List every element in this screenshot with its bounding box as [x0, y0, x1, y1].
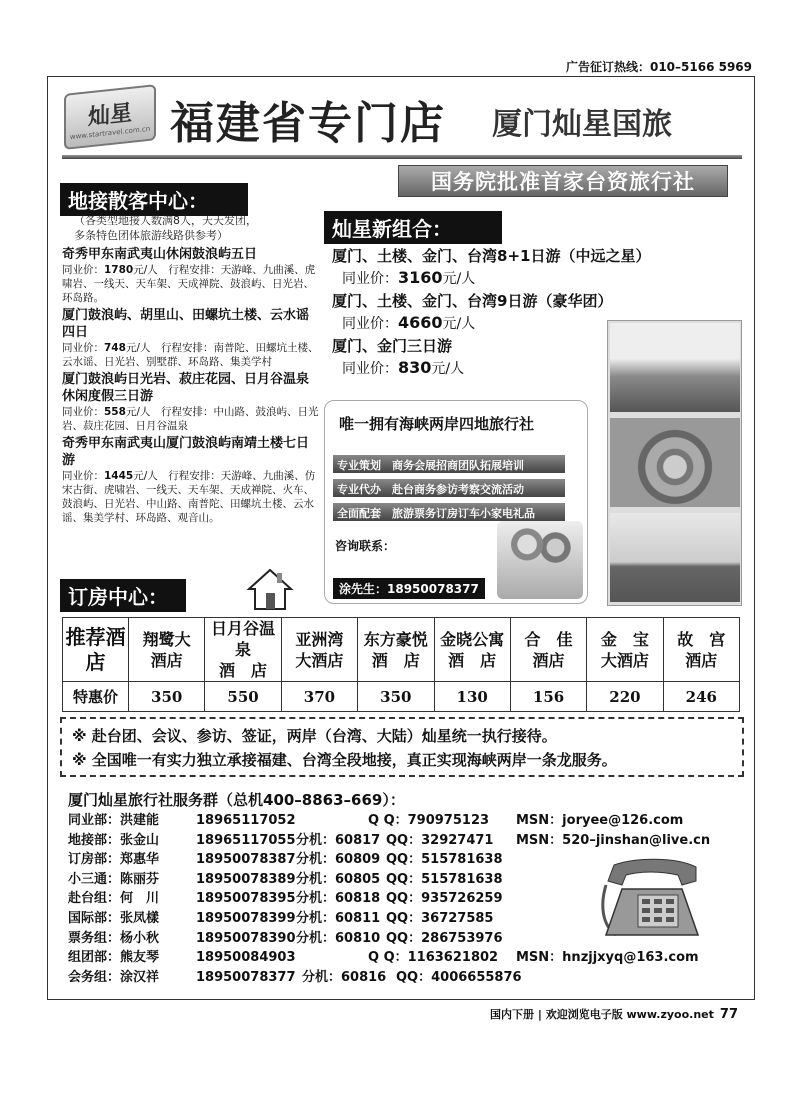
hotel-name: 金 宝 大酒店: [587, 618, 663, 682]
hotel-price: 550: [205, 682, 281, 712]
ad-hotline: 广告征订热线：010–5166 5969: [565, 60, 752, 74]
tour-item: [62, 307, 320, 369]
recommend-label: 推荐酒店: [63, 618, 129, 682]
hotel-price: 350: [129, 682, 205, 712]
tour-name: 厦门鼓浪屿日光岩、菽庄花园、日月谷温泉休闲度假三日游: [62, 372, 310, 404]
hotel-table: [62, 617, 740, 712]
header: [48, 77, 754, 157]
hotel-name-row: [63, 618, 740, 682]
scenery-photos: [607, 320, 742, 606]
ad-frame: [47, 76, 755, 1000]
landscape-photo: [610, 513, 740, 602]
logo-text: 灿星: [87, 99, 132, 130]
agency-box: [324, 400, 588, 604]
logo-url: www.startravel.com.cn: [69, 124, 151, 141]
page-footer: [490, 1006, 738, 1022]
service-group-title: 厦门灿星旅行社服务群（总机400–8863–669）：: [68, 791, 405, 809]
new-combo-heading: 灿星新组合：: [324, 211, 502, 244]
tour-item: [62, 435, 320, 525]
combo-name: 厦门、金门三日游: [332, 337, 453, 355]
notice-line: ※ 赴台团、会议、参访、签证，两岸（台湾、大陆）灿星统一执行接待。: [72, 727, 557, 745]
hotel-price: 350: [358, 682, 434, 712]
hotel-price: 370: [281, 682, 357, 712]
staff-row: 小三通：陈丽芬 18950078389 分机：60805 QQ：515781638: [68, 871, 503, 887]
hotel-price: 130: [434, 682, 510, 712]
people-photo: [497, 521, 583, 599]
tour-detail: 同业价：1780元/人 行程安排：天游峰、九曲溪、虎啸岩、一线天、天车架、天成禅院、鼓浪屿、日光岩、环岛路。: [62, 264, 316, 304]
tour-detail: 同业价：748元/人 行程安排：南普陀、田螺坑土楼、云水谣、日光岩、别墅群、环岛路、集美学村: [62, 342, 319, 368]
hotel-name: 东方豪悦 酒 店: [358, 618, 434, 682]
hotel-name: 翔鹭大 酒店: [129, 618, 205, 682]
tour-item: [62, 246, 320, 305]
hotel-name: 亚洲湾 大酒店: [281, 618, 357, 682]
ground-note: （各类型地接人数满8人，天天发团， 多条特色团体旅游线路供参考）: [74, 214, 257, 242]
notice-line: ※ 全国唯一有实力独立承接福建、台湾全段地接，真正实现海峡两岸一条龙服务。: [72, 751, 617, 769]
hotel-price: 220: [587, 682, 663, 712]
agency-title: 唯一拥有海峡两岸四地旅行社: [339, 415, 535, 433]
company-logo: [64, 84, 156, 150]
approval-banner: 国务院批准首家台资旅行社: [398, 165, 728, 197]
consult-label: 咨询联系：: [335, 539, 396, 553]
service-tag: 全面配套 旅游票务订房订车小家电礼品: [333, 503, 565, 521]
service-tag: 专业策划 商务会展招商团队拓展培训: [333, 455, 565, 473]
header-divider: [62, 155, 742, 159]
staff-row: 票务组：杨小秋 18950078390 分机：60810 QQ：286753976: [68, 930, 503, 946]
contact-phone: 涂先生：18950078377: [333, 578, 485, 599]
combo-name: 厦门、土楼、金门、台湾8+1日游（中远之星）: [332, 247, 651, 265]
special-price-label: 特惠价: [63, 682, 129, 712]
staff-row: 同业部：洪建能 18965117052 Q Q：790975123 MSN：joryee@126.com: [68, 813, 684, 828]
tour-name: 奇秀甲东南武夷山厦门鼓浪屿南靖土楼七日游: [62, 436, 310, 468]
combo-price: 同业价：3160元/人: [342, 268, 476, 287]
hotel-name: 合 佳 酒店: [510, 618, 586, 682]
tulou-photo: [610, 418, 740, 507]
hotel-name: 日月谷温泉 酒 店: [205, 618, 281, 682]
hotel-name: 金晓公寓 酒 店: [434, 618, 510, 682]
page-title: 福建省专门店: [170, 98, 446, 149]
staff-row: 组团部：熊友琴 18950084903 Q Q：1163621802 MSN：hnzjjxyq@163.com: [68, 950, 699, 966]
footer-text: 国内下册 | 欢迎浏览电子版 www.zyoo.net: [490, 1008, 714, 1021]
notice-box: [60, 717, 744, 777]
staff-row: 地接部：张金山 18965117055 分机：60817 QQ：32927471 MSN：520–jinshan@live.cn: [68, 832, 711, 848]
combo-name: 厦门、土楼、金门、台湾9日游（豪华团）: [332, 292, 613, 310]
mountain-photo: [610, 323, 740, 412]
staff-row: 会务组：涂汉祥 18950078377 分机：60816 QQ：4006655876: [68, 969, 522, 985]
page-number: 77: [719, 1007, 738, 1022]
hotel-price-row: [63, 682, 740, 712]
room-center-heading: 订房中心：: [60, 579, 186, 612]
hotel-price: 156: [510, 682, 586, 712]
tour-item: [62, 371, 320, 433]
company-name: 厦门灿星国旅: [492, 107, 672, 142]
tour-name: 厦门鼓浪屿、胡里山、田螺坑土楼、云水谣四日: [62, 308, 310, 340]
combo-price: 同业价：4660元/人: [342, 313, 476, 332]
telephone-icon: [596, 855, 706, 949]
ground-tour-list: [62, 213, 320, 525]
house-icon: [246, 567, 294, 611]
staff-row: 赴台组：何 川 18950078395 分机：60818 QQ：935726259: [68, 891, 503, 907]
hotel-name: 故 宫 酒店: [663, 618, 739, 682]
combo-price: 同业价：830元/人: [342, 358, 465, 377]
tour-detail: 同业价：1445元/人 行程安排：天游峰、九曲溪、仿宋古街、虎啸岩、一线天、天车架、天成禅院、火车、鼓浪屿、日光岩、中山路、南普陀、田螺坑土楼、云水谣、集美学村、环岛路、观音山。: [62, 470, 316, 524]
staff-row: 订房部：郑惠华 18950078387 分机：60809 QQ：515781638: [68, 852, 503, 868]
ground-tour-heading: 地接散客中心：: [60, 183, 248, 216]
tour-name: 奇秀甲东南武夷山休闲鼓浪屿五日: [62, 247, 258, 262]
hotel-price: 246: [663, 682, 739, 712]
staff-row: 国际部：张凤樣 18950078399 分机：60811 QQ：36727585: [68, 910, 494, 926]
tour-detail: 同业价：558元/人 行程安排：中山路、鼓浪屿、日光岩、菽庄花园、日月谷温泉: [62, 406, 319, 432]
service-tag: 专业代办 赴台商务参访考察交流活动: [333, 479, 565, 497]
